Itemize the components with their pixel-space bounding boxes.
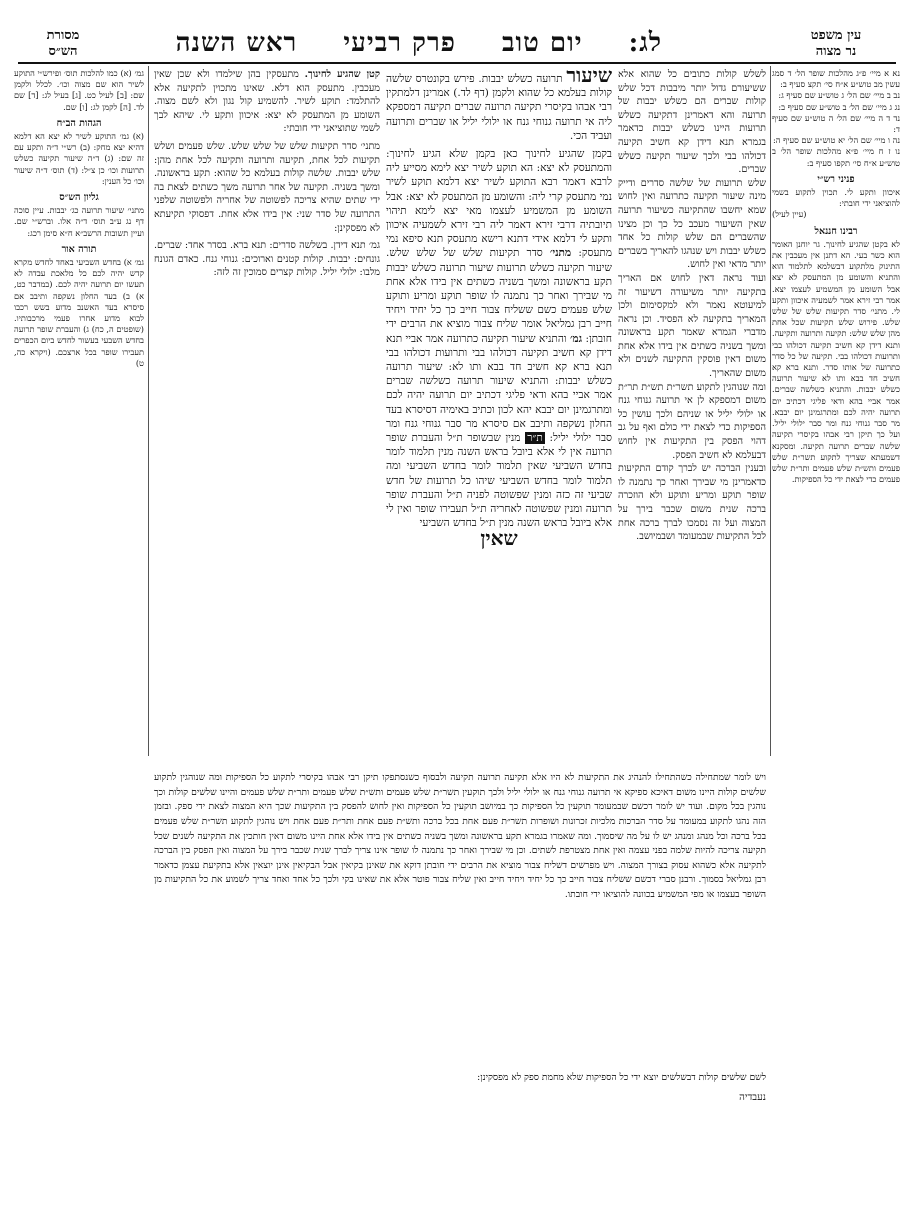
mishna-label: מתני׳ bbox=[549, 247, 572, 260]
page-header bbox=[175, 28, 680, 58]
highlighted-term: ת״ר bbox=[527, 432, 543, 445]
rabbeinu-chananel-text: לא בקטן שהגיע לחינוך. גר יוחנן האומר הוא כשר בעי. הא דתנן אין מעכבין את התינוק מלתקוע דבשלמא לתלמוד הוא והתניא והשומע מן המתעסק לא יצא אבל השומע מן המשמיע לעצמו יצא. אמר רבי זירא אמר לשמעיה איכוון ותקע לי. מתני׳ סדר תקיעות שלש של שלש שלש. פירוש שלש תקיעות שכל אחת מהן שלש שלש: תקיעה ותרועה ותקיעה. ותנא דידן קא חשיב תקיעה דכולהו בבי ותרועות דכולהו בבי. תקיעה של כל סדר כתרועה של אותו סדר. ותנא ברא קא חשיב חד בבא ותו לא שיעור תרועה כשלש יבבות. והתניא כשלשה שברים. אמר אביי בהא ודאי פליגי דכתיב יום תרועה יהיה לכם ומתרגמינן יום יבבא. מר סבר גנוחי גנח ומר סבר ילולי יליל. ועל כך תיקן רבי אבהו בקיסרי תקיעה שלשה שברים תרועה תקיעה. ומסקנא דשמעתא שצריך לתקוע תשר״ת שלש פעמים ותש״ת שלש פעמים ותר״ת שלש פעמים כדי לצאת ידי כל הספיקות. bbox=[772, 238, 900, 485]
tosafot-bottom-block bbox=[154, 762, 766, 1068]
mishna-text: סדר תקיעות שלש של שלש שלש. שיעור תקיעה כשלש תרועות שיעור תרועה כשלש יבבות תקע בראשונה ומשך בשניה כשתים אין בידו אלא אחת מי שבירך ואחר כך נתמנה לו שופר תוקע ומריע ותוקע שלש פעמים כשם ששליח צבור חייב כך כל יחיד ויחיד חייב רבן גמליאל אומר שליח צבור מוציא את הרבים ידי חובתן: bbox=[386, 247, 612, 345]
tosafot-text: שלש תרועות של שלשה סדרים ודייק מינה שיעור תקיעה כתרועה ואין לחוש שמא יחשבו שהתקיעה כשיעור תרועה שאין השיעור מעכב כל כך וכן מצינו שהשברים הם שלש קולות כל אחד כשלש יבבות ויש שנהגו להאריך בשברים יותר מדאי ואין לחוש. bbox=[618, 177, 766, 271]
gemara-text: בקמן שהגיע לחינוך כאן בקמן שלא הגיע לחינוך: והמתעסק לא יצא: הא תוקע לשיר יצא לימא מסייע ליה לרבא דאמר רבא התוקע לשיר יצא דלמא תוקע לשיר נמי מתעסק קרי ליה: והשומע מן המתעסק לא יצא: אבל השומע מן המשמיע לעצמו מאי יצא לימא תיהוי תיובתיה דרבי זירא דאמר ליה רבי זירא לשמעיה איכוון ותקע לי דלמא אידי דתנא רישא מתעסק תנא סיפא נמי מתעסק: bbox=[386, 148, 612, 260]
torah-or-text: גמ׳ א) בחדש השביעי באחד לחדש מקרא קדש יהיה לכם כל מלאכת עבדה לא תעשו יום תרועה יהיה לכם. (במדבר כט, א) ב) בעד החלון נשקפה ותיבב אם סיסרא בעד האשנב מדוע בשש רכבו לבוא מדוע אחרו פעמי מרכבותיו. (שופטים ה, כח) ג) והעברת שופר תרועה בחדש השבעי בעשור לחדש ביום הכפרים תעבירו שופר בכל ארצכם. (ויקרא כה, ט) bbox=[14, 257, 144, 368]
gilyon-title: גליון הש״ס bbox=[59, 192, 99, 204]
tractate-alt-name: ראש השנה bbox=[175, 28, 298, 58]
ein-mishpat-label: עין משפט נר מצוה bbox=[810, 28, 862, 59]
ein-mishpat-entry: נו ז ח מיי׳ פ״א מהלכות שופר הל׳ ב טוש״ע א״ח סי׳ תקפו סעיף ב: bbox=[772, 146, 900, 168]
gemara-column bbox=[386, 68, 612, 756]
gemara-label: גמ׳ bbox=[569, 332, 583, 345]
ein-mishpat-entry: נה ו מיי׳ שם הל׳ יא טוש״ע שם סעיף ה: bbox=[773, 135, 900, 146]
masoret-column bbox=[14, 68, 144, 756]
divider-right bbox=[770, 66, 771, 756]
rashi-gemara: גמ׳ תנא דידן. בשלשה סדרים: תנא ברא. בסדר אחד: שברים. גונחים: יבבות. קולות קטנים וארוכים: גנוחי גנח. כאדם הגונח מלבו: ילולי יליל. קולות קצרים סמוכין זה לזה: bbox=[154, 240, 380, 279]
catchword: נעבדיה bbox=[739, 1092, 766, 1103]
chapter-name: פרק רביעי bbox=[343, 28, 456, 58]
gemara-text: והתניא שיעור תקיעה כתרועה אמר אביי תנא דידן קא חשיב תקיעה דכולהו בבי ותרועות דכולהו בבי תנא ברא קא חשיב חד בבא ותו לא: שיעור תרועה כשלש יבבות: והתניא שיעור תרועה כשלשה שברים אמר אביי בהא ודאי פליגי דכתיב יום תרועה יהיה לכם ומתרגמינן יום יבבא יהא לכון וכתיב באימיה דסיסרא בעד החלון נשקפה ותיבב אם סיסרא מר סבר גנוחי גנח ומר סבר ילולי יליל: bbox=[386, 332, 612, 445]
tosafot-text: ומה שנוהגין לתקוע תשר״ת תש״ת תר״ת משום דמספקא לן אי תרועה גנוחי גנח או ילולי יליל או שניהם ולכך עושין כל הספיקות כדי לצאת ידי כולם ואף על גב דהוי הפסק בין התקיעות אין לחוש דבעלמא לא חשיב הפסק. bbox=[618, 381, 766, 461]
gemara-opening-word: שיעור bbox=[566, 68, 612, 87]
masoret-text: גמ׳ (א) כמו להלכות תוס׳ ופירש״י התוקע לשיר הוא שם מצוה וכו׳. לכלל ולקמן שם: [ב] לעיל כט. [ג] בעיל לג: [ד] שם לד. [ה] לקמן לג: [ו] שם. bbox=[14, 68, 144, 112]
masoret-label: מסורת הש״ס bbox=[46, 28, 80, 59]
gemara-text: מנין שבשופר ת״ל והעברת שופר תרועה אין לי אלא ביובל בראש השנה מנין תלמוד לומר בחדש השביעי שאין תלמוד לומר בחדש השביעי ומה תלמוד לומר בחדש השביעי שיהו כל תרועות של חדש שביעי זה כזה ומנין שפשוטה לפניה ת״ל והעברת שופר תרועה ומנין שפשוטה לאחריה ת״ל תעבירו שופר ואין לי אלא ביובל בראש השנה מנין ת״ל בחדש השביעי bbox=[386, 432, 612, 530]
hagahot-title: הגהות הב״ח bbox=[56, 117, 102, 129]
ein-mishpat-entry: נג ג מיי׳ שם הל׳ ב טוש״ע שם סעיף ב: bbox=[778, 101, 900, 112]
page-number: לג: bbox=[628, 28, 662, 58]
tosafot-bottom-text: ויש לומר שמתחילה כשהתחילו להנהיג את התקיעות לא היו אלא תקיעה תרועה תקיעה ולבסוף כשנסתפקו תיקן רבי אבהו בקיסרי לתקוע כל הספיקות ומה שנוהגין לתקוע שלשים קולות היינו משום דאיכא ספיקא אי תרועה גנוחי גנח או ילולי יליל ולכך תוקעין תשר״ת שלש פעמים ותש״ת שלש פעמים ותר״ת שלש פעמים והיינו שלשים קולות וכך נוהגין בכל מקום. ועוד יש לומר דכשם שבמעומד תוקעין כל הספיקות כך במיושב תוקעין כל הספיקות ואין לחוש להפסק בין התקיעות שכך היא המצוה לצאת ידי ספק. ובזמן הזה נהגו לתקוע במעומד על סדר הברכות מלכיות זכרונות ושופרות תשר״ת פעם אחת בכל ברכה ותש״ת פעם אחת ותר״ת פעם אחת ויש נוהגין לתקוע תשר״ת שלש פעמים בכל ברכה וכל מנהג ומנהג יש לו על מה שיסמוך. ומה שאמרו בגמרא תקע בראשונה ומשך בשניה כשתים אין בידו אלא אחת היינו משום דאין חותכין את התקיעה לשנים שכל תקיעה צריכה להיות שלמה בפני עצמה ואין אחת מצטרפת לשתים. וכן מי שבירך ואחר כך נתמנה לו שופר אינו צריך לברך שנית שכבר בירך על המצוה ואין הפסק בין הברכה לתקיעה אלא כשהוא עסוק בצורך המצוה. ויש מפרשים דשליח צבור מוציא את הרבים ידי חובתן דוקא את שאינן בקיאין אבל הבקיאין אינן יוצאין אלא בתקיעת עצמן כדאמר רבן גמליאל בסמוך. ורבנן סברי דכשם ששליח צבור חייב כך כל יחיד ויחיד חייב ואין שליח צבור פוטר אלא את שאינו בקי ולכך כל אחד ואחד צריך לשמוע את כל התקיעות מן השופר בעצמו או מפי המשמיע בכוונה להוציאו ידי חובתו. bbox=[154, 772, 766, 900]
tosafot-text: ובענין הברכה יש לברך קודם התקיעות כדאמרינן מי שבירך ואחר כך נתמנה לו שופר תוקע ומריע ותוקע ולא הוזכרה ברכה שנית משום שכבר בירך על המצוה ועל זה נסמכו לברך ברכה אחת לכל התקיעות שבמעומד ושבמיושב. bbox=[618, 463, 766, 543]
gemara-last-word: שאין bbox=[480, 525, 518, 550]
tractate-name: יום טוב bbox=[501, 28, 583, 58]
hagahot-text: (א) גמ׳ התוקע לשיר לא יצא הא דלמא דהיא יצא מחק: (ב) רש״י ד״ה ותקע עם זה שם: (ג) ד״ה שיעור תקיעה כשלש תרועות וכו׳ כן צ״ל: (ד) תוס׳ ד״ה שיעור וכו׳ כל הענין: bbox=[14, 131, 144, 186]
penei-rashi-text: איכוון ותקע לי. תכוין לתקוע בשמי להוציאני ידי חובתי: bbox=[772, 187, 900, 209]
tosafot-text: לשלש קולות כתובים כל שהוא אלא ששיעורם גדול יותר מיבבות דכל שלש קולות שברים הם כשלש יבבות של תרועה והא דאמרינן דתקיעה כשלש תרועות היינו כשלש יבבות כדאמר בגמרא תנא דידן קא חשיב תקיעה דכולהו בבי ולכך שיעור תקיעה כשלש שברים. bbox=[618, 69, 766, 176]
penei-rashi-title: פניני רש״י bbox=[817, 173, 855, 185]
penei-rashi-ref: (עיין לעיל) bbox=[772, 209, 807, 220]
tosafot-footer: לשם שלשים קולות דבשלשים יוצא ידי כל הספיקות שלא מחמת ספק לא מפסקינן: bbox=[477, 1072, 766, 1083]
rashi-opening-word: קטן שהגיע לחינוך. bbox=[304, 69, 380, 80]
rashi-column bbox=[154, 68, 380, 756]
rashi-text: מתעסקין בהן שילמדו ולא שכן שאין מעכבין. מתעסק הוא דלא. שאינו מתכוין לתקיעה אלא להתלמד: תוקע לשיר. להשמיע קול נגון ולא לשם מצוה. השומע מן המתעסק לא יצא: איכוון ותקע לי. שיהא לבך לשמי שתוציאני ידי חובתי: bbox=[154, 69, 380, 135]
gemara-text: תרועה כשלש יבבות. פירש בקונטרס שלשה קולות בעלמא כל שהוא ולקמן (דף לד.) אמרינן דלמתקין רבי אבהו בקיסרי תקיעה תרועה שברים תקיעה דמספקא ליה אי תרועה גנוחי גנח או ילולי יליל או שברים ותרועה ועביד הכי. bbox=[386, 73, 612, 142]
ein-mishpat-column bbox=[772, 68, 900, 756]
tosafot-column bbox=[618, 68, 766, 756]
divider-left bbox=[148, 66, 149, 756]
ein-mishpat-entry: נד ד ה מיי׳ שם הל׳ ה טוש״ע שם סעיף ד: bbox=[772, 112, 900, 135]
ein-mishpat-entry: נב ב מיי׳ שם הל׳ ג טוש״ע שם סעיף ג: bbox=[778, 90, 900, 101]
gilyon-text: מתני׳ שיעור תרועה כג׳ יבבות. עיין סוכה דף נג ע״ב תוס׳ ד״ה אלו. וברש״י שם. ועיין תשובות הרשב״א ח״א סימן רכג: bbox=[14, 205, 144, 238]
torah-or-title: תורה אור bbox=[61, 243, 97, 255]
rashi-mishna: מתני׳ סדר תקיעות שלש של שלש שלש. שלש פעמים ושלש תקיעות לכל אחת, תקיעה ותרועה ותקיעה לכל אחת מהן: שלש יבבות. שלשה קולות בעלמא כל שהוא: תקע בראשונה. ומשך בשניה. תקיעה של אחר תרועה משך כשתים לצאת בה ידי שתים שהיא צריכה לפשוטה של אחריה ולפשוטה שלפני התרועה של סדר שני: אין בידו אלא אחת. דפסוקי תקיעתא לא מפסקינן: bbox=[154, 140, 380, 234]
header-rule bbox=[18, 62, 896, 64]
rabbeinu-chananel-title: רבינו חננאל bbox=[814, 225, 858, 237]
ein-mishpat-entry: נא א מיי׳ פ״ג מהלכות שופר הל׳ ד סמג עשין מב טוש״ע א״ח סי׳ תקצ סעיף ב: bbox=[772, 68, 900, 90]
tosafot-text: ועוד נראה דאין לחוש אם האריך בתקיעה יותר משיעורה דשיעור זה למיעוטא נאמר ולא למקסימום ולכן המאריך בתקיעה לא הפסיד. וכן נראה מדברי הגמרא שאמר תקע בראשונה ומשך בשניה כשתים אין בידו אלא אחת משום דאין פוסקין התקיעה לשנים ולא משום שהאריך. bbox=[618, 272, 766, 380]
